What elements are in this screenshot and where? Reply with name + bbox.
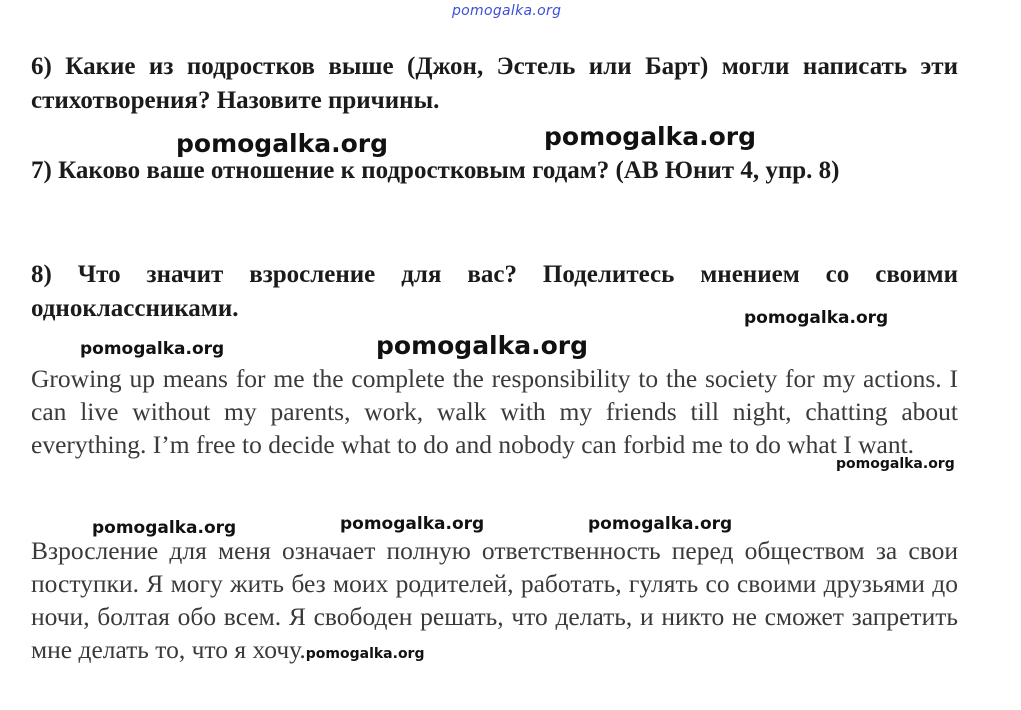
answer-russian [31, 534, 958, 671]
answer-russian-text: Взросление для меня означает полную ответственность перед обществом за свои поступки. Я могу жить без моих родителей, работать, гулять со своими друзьями до ночи, болтая обо всем. Я свободен решать, что делать, и никто не сможет запретить мне делать то, что я хочу. [31, 536, 958, 664]
answer-english: Growing up means for me the complete the responsibility to the society for my actions. I can live without my parents, work, walk with my friends till night, chatting about everything. I’m free to decide what to do and nobody can forbid me to do what I want. [31, 364, 958, 459]
watermark-inline: pomogalka.org [305, 646, 425, 662]
watermark-1: pomogalka.org [176, 129, 389, 158]
watermark-9: pomogalka.org [588, 514, 733, 534]
watermark-6: pomogalka.org [836, 456, 955, 472]
watermark-3: pomogalka.org [744, 308, 889, 328]
question-6: 6) Какие из подростков выше (Джон, Эстель или Барт) могли написать эти стихотворения? Назовите причины. [31, 53, 958, 114]
watermark-5: pomogalka.org [376, 331, 589, 360]
question-8: 8) Что значит взросление для вас? Поделитесь мнением со своими одноклассниками. [31, 261, 958, 322]
watermark-2: pomogalka.org [544, 122, 757, 151]
question-7: 7) Каково ваше отношение к подростковым годам? (АВ Юнит 4, упр. 8) [31, 157, 840, 184]
watermark-7: pomogalka.org [92, 518, 237, 538]
watermark-4: pomogalka.org [80, 339, 225, 359]
watermark-8: pomogalka.org [340, 514, 485, 534]
watermark-top: pomogalka.org [452, 3, 562, 19]
